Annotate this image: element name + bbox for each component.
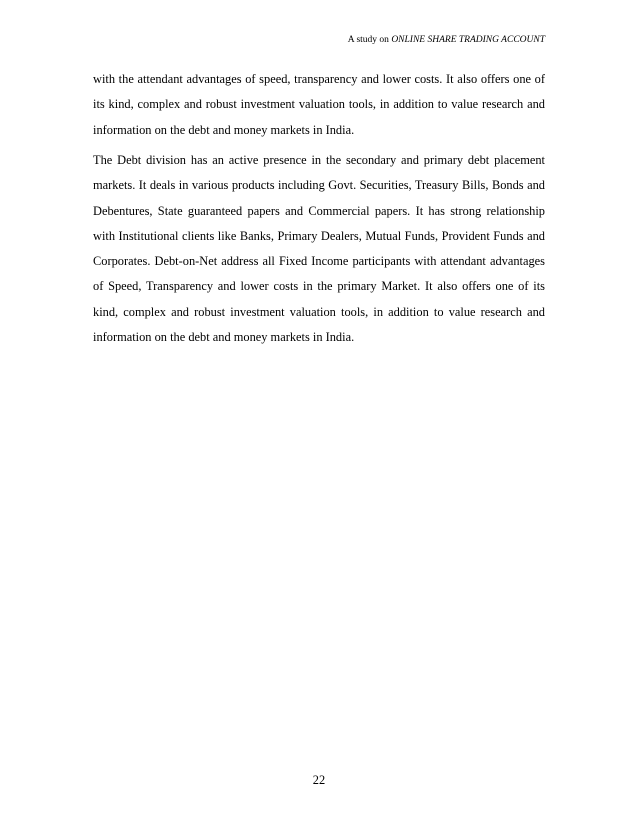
running-header [348, 34, 545, 46]
running-header-prefix: A study on [347, 35, 392, 45]
running-header-title: ONLINE SHARE TRADING ACCOUNT [391, 35, 545, 45]
page-number: 22 [312, 773, 326, 787]
body-paragraph-1: with the attendant advantages of speed, transparency and lower costs. It also offers one of its kind, complex and robust investment valuation tools, in addition to value research and information on the debt and money markets in India. [93, 72, 545, 137]
body-paragraph-2: The Debt division has an active presence in the secondary and primary debt placement markets. It deals in various products including Govt. Securities, Treasury Bills, Bonds and Debentures, State guaranteed papers and Commercial papers. It has strong relationship with Institutional clients like Banks, Primary Dealers, Mutual Funds, Provident Funds and Corporates. Debt-on-Net address all Fixed Income participants with attendant advantages of Speed, Transparency and lower costs in the primary Market. It also offers one of its kind, complex and robust investment valuation tools, in addition to value research and information on the debt and money markets in India. [93, 153, 545, 345]
